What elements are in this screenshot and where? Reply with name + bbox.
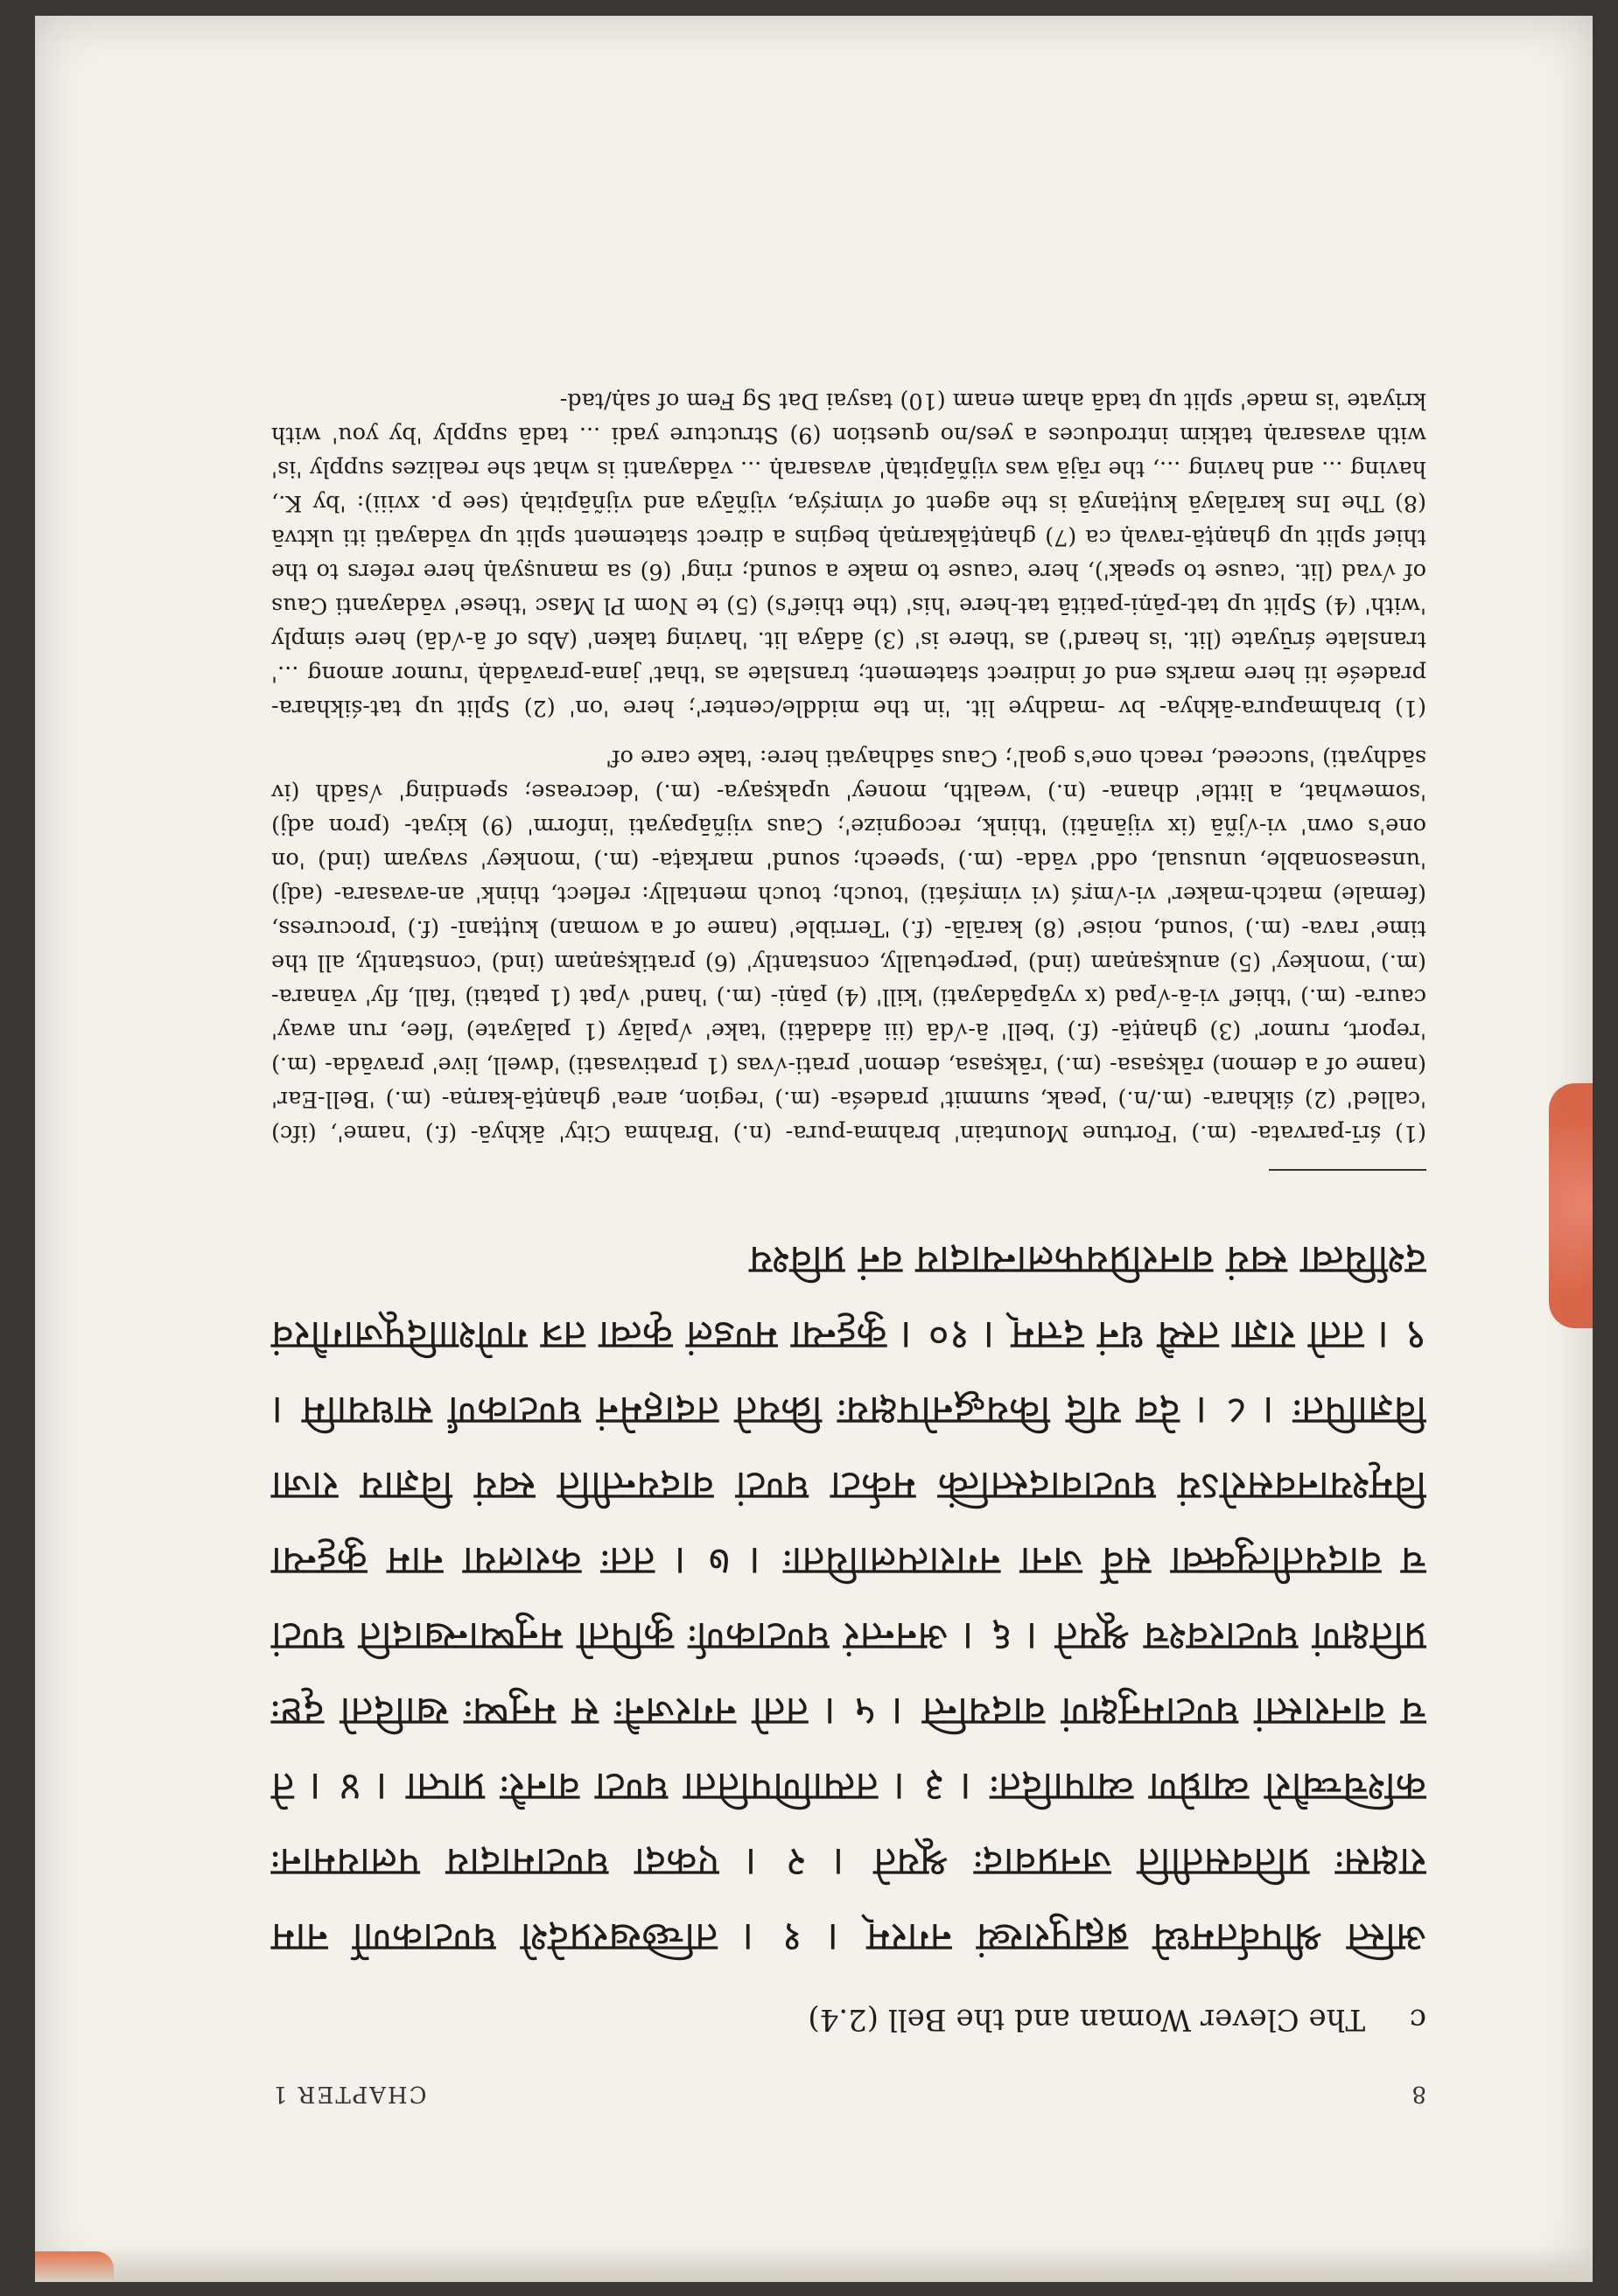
- running-head: [271, 2081, 1426, 2107]
- sanskrit-text: अस्ति श्रीपर्वतमध्ये ब्रह्मपुराख्यं नगरम् । १ । तच्छिखरप्रदेशे घण्टाकर्णो नाम राक्षसः प्रतिवसतीति जनप्रवादः श्रूयते । २ । एकदा घण्टामादाय पलायमानः कश्चिच्चौरो व्याघ्रेण व्यापादितः । ३ । तत्पाणिपतिता घण्टा वानरैः प्राप्ता । ४ । ते च वानरास्तां घण्टामनुक्षणं वादयन्ति । ५ । ततो नगरजनैः स मनुष्यः खादितो दृष्टः प्रतिक्षणं घण्टारवश्च श्रूयते । ६ । अनन्तरं घण्टाकर्णः कुपितो मनुष्यान्खादति घण्टां च वादयतीत्युक्त्वा सर्वे जना नगरात्पलायिताः । ७ । ततः करालया नाम कुट्टन्या विमृश्यानवसरोऽयं घण्टावादस्तत्किं मर्कटा घण्टां वादयन्तीति स्वयं विज्ञाय राजा विज्ञापितः । ८ । देव यदि कियद्धनोपक्षयः क्रियते तदाहमेनं घण्टाकर्णं साधयामि । ९ । ततो राज्ञा तस्यै धनं दत्तम् । १० । कुट्टन्या मण्डलं कृत्वा तत्र गणेशादिपूजागौरवं दर्शयित्वा स्वयं वानरप्रियफलान्यादाय वनं प्रविश्य: [271, 1237, 1426, 1962]
- section-heading: [271, 2002, 1426, 2037]
- rotated-page-content: [35, 16, 1593, 2282]
- page-body: [271, 378, 1426, 2107]
- sanskrit-passage: [271, 1223, 1426, 1976]
- footnote-rule: [1269, 1169, 1426, 1171]
- chapter-label: CHAPTER 1: [271, 2081, 427, 2107]
- section-letter: c: [1409, 2002, 1426, 2037]
- book-page: [35, 16, 1593, 2282]
- page-number: 8: [1410, 2081, 1426, 2107]
- page-tab-marker: [1549, 1083, 1593, 1328]
- commentary-notes: (1) brahmapura-ākhya- bv -madhye lit. 'in the middle/center'; here 'on' (2) Split up tat-śikhara-pradeśe iti here marks end of indirect statement; translate as 'that' jana-pravādaḥ 'rumor among ...' translate śrūyate (lit. 'is heard') as 'there is' (3) ādāya lit. 'having taken' (Abs of ā-√dā) here simply 'with' (4) Split up tat-pāṇi-patitā tat-here 'his' (the thief's) (5) te Nom Pl Masc 'these' vādayanti Caus of √vad (lit. 'cause to speak'), here 'cause to make a sound; ring' (6) sa manuṣyaḥ here refers to the thief split up ghaṇṭā-ravaḥ ca (7) ghaṇṭākarṇaḥ begins a direct statement split up vādayati iti uktvā (8) The Ins karālayā kuṭṭanyā is the agent of vimṛśya, vijñāya and vijñāpitaḥ (see p. xviii): 'by K., having ... and having ..., the rājā was vijñāpitaḥ' avasaraḥ ... vādayanti is what she realizes supply 'is' with avasaraḥ tatkim introduces a yes/no question (9) Structure yadi ... tadā supply 'by you' with kriyate 'is made' split up tadā aham enam (10) tasyai Dat Sg Fem of saḥ/tad-: [271, 388, 1426, 721]
- section-title: The Clever Woman and the Bell (2.4): [808, 2002, 1366, 2037]
- page-edge-shadow: [35, 2247, 1593, 2282]
- notes: [271, 383, 1426, 1150]
- glossary-notes: (1) śrī-parvata- (m.) 'Fortune Mountain' brahma-pura- (n.) 'Brahma City' ākhyā- (f.) 'name', (ifc) 'called' (2) śikhara- (m./n.) 'peak, summit' pradeśa- (m.) 'region, area' ghaṇṭā-karṇa- (m.) 'Bell-Ear' (name of a demon) rākṣasa- (m.) 'rākṣasa, demon' prati-√vas (1 prativasati) 'dwell, live' pravāda- (m.) 'report, rumor' (3) ghaṇṭā- (f.) 'bell' ā-√dā (iii ādadāti) 'take' √palāy (1 palāyate) 'flee, run away' caura- (m.) 'thief' vi-ā-√pad (x vyāpādayati) 'kill' (4) pāṇi- (m.) 'hand' √pat (1 patati) 'fall, fly' vānara- (m.) 'monkey' (5) anukṣaṇam (ind) 'perpetually, constantly' (6) pratikṣaṇam (ind) 'constantly, all the time' rava- (m.) 'sound, noise' (8) karālā- (f.) 'Terrible' (name of a woman) kuṭṭanī- (f.) 'procuress, (female) match-maker' vi-√mṛś (vi vimṛśati) 'touch; touch mentally: reflect, think' an-avasara- (adj) 'unseasonable, unusual, odd' vāda- (m.) 'speech; sound' markaṭa- (m.) 'monkey' svayam (ind) 'on one's own' vi-√jñā (ix vijānāti) 'think, recognize'; Caus vijñāpayati 'inform' (9) kiyat- (pron adj) 'somewhat, a little' dhana- (n.) 'wealth, money' upakṣaya- (m.) 'decrease; spending' √sādh (iv sādhyati) 'succeed, reach one's goal'; Caus sādhayati here: 'take care of': [271, 745, 1426, 1146]
